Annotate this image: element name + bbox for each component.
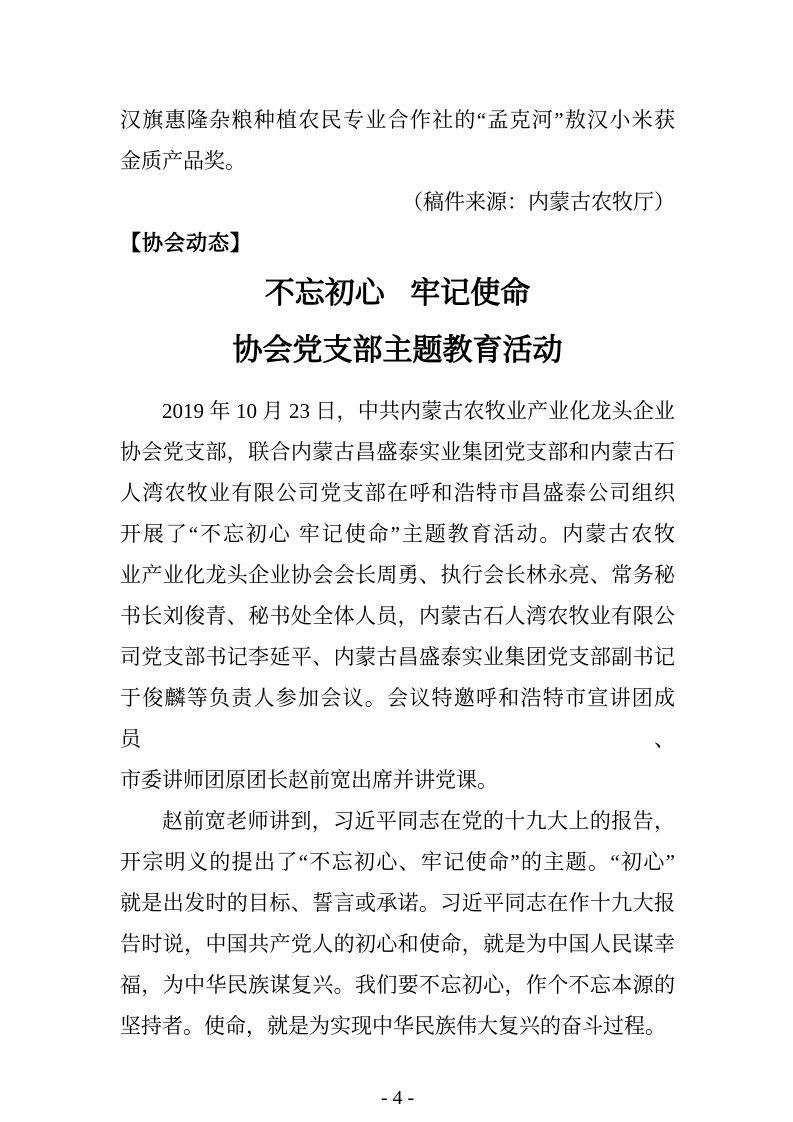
source-attribution: （稿件来源：内蒙古农牧厅） <box>402 190 675 214</box>
text-line: 坚持者。使命，就是为实现中华民族伟大复兴的奋斗过程。 <box>120 1014 666 1038</box>
page-number: - 4 - <box>380 1087 415 1109</box>
text-line: 赵前宽老师讲到，习近平同志在党的十九大上的报告， <box>162 809 675 833</box>
text-line: 业产业化龙头企业协会会长周勇、执行会长林永亮、常务秘 <box>120 563 675 587</box>
text-line: 司党支部书记李延平、内蒙古昌盛泰实业集团党支部副书记 <box>120 645 675 669</box>
text-line: 金质产品奖。 <box>120 149 246 173</box>
text-line: 于俊麟等负责人参加会议。会议特邀呼和浩特市宣讲团成员、 <box>120 686 675 751</box>
text-line: 汉旗惠隆杂粮种植农民专业合作社的“孟克河”敖汉小米获 <box>120 108 675 132</box>
text-line: 福，为中华民族谋复兴。我们要不忘初心，作个不忘本源的 <box>120 973 675 997</box>
text-line: 协会党支部，联合内蒙古昌盛泰实业集团党支部和内蒙古石 <box>120 440 675 464</box>
text-line: 开展了“不忘初心 牢记使命”主题教育活动。内蒙古农牧 <box>120 522 675 546</box>
text-line: 就是出发时的目标、誓言或承诺。习近平同志在作十九大报 <box>120 891 675 915</box>
article-title-line1: 不忘初心 牢记使命 <box>264 277 531 310</box>
text-line: 告时说，中国共产党人的初心和使命，就是为中国人民谋幸 <box>120 932 675 956</box>
text-line: 开宗明义的提出了“不忘初心、牢记使命”的主题。“初心” <box>120 850 675 874</box>
previous-article-tail <box>120 100 675 182</box>
text-line: 书长刘俊青、秘书处全体人员，内蒙古石人湾农牧业有限公 <box>120 604 675 628</box>
section-header: 【协会动态】 <box>120 232 252 255</box>
text-line: 人湾农牧业有限公司党支部在呼和浩特市昌盛泰公司组织 <box>120 481 675 505</box>
paragraph-1 <box>120 391 675 801</box>
paragraph-2 <box>120 801 675 1047</box>
article-title-line2: 协会党支部主题教育活动 <box>232 334 563 367</box>
text-line: 2019 年 10 月 23 日，中共内蒙古农牧业产业化龙头企业 <box>162 399 675 423</box>
text-line: 市委讲师团原团长赵前宽出席并讲党课。 <box>120 768 498 792</box>
